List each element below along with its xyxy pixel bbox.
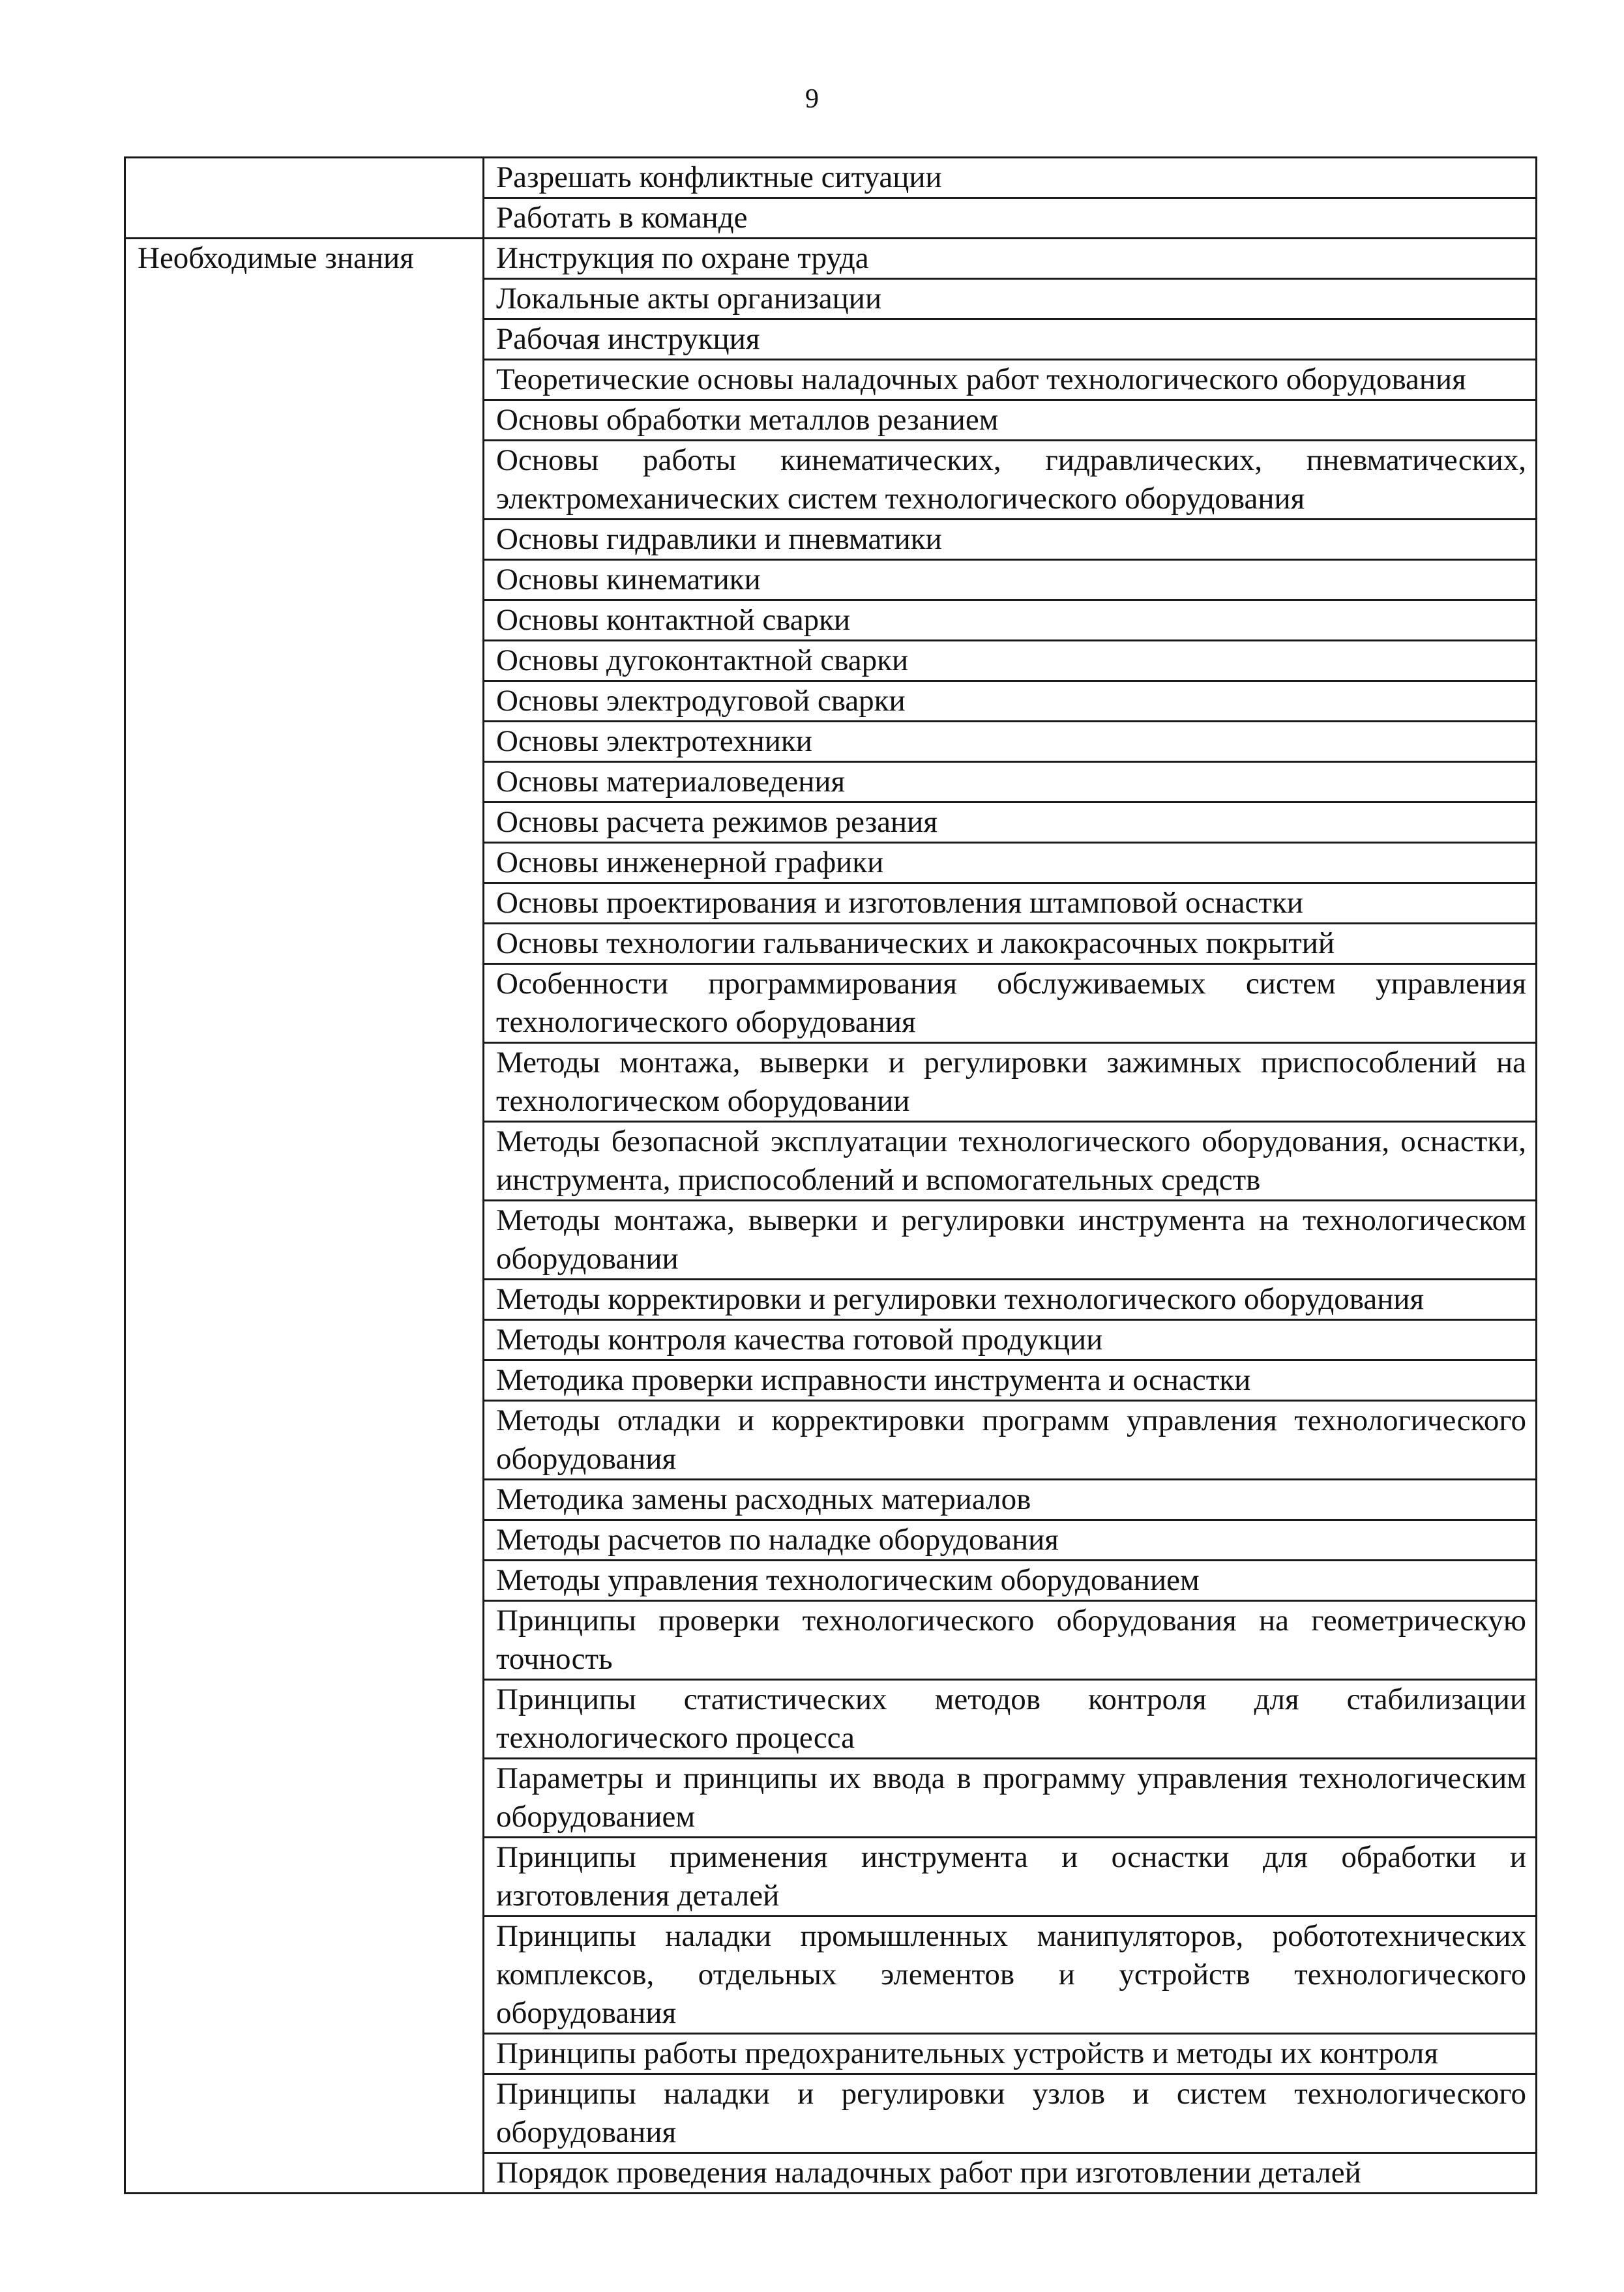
table-cell-text: Основы расчета режимов резания xyxy=(484,802,1537,843)
table-cell-text: Особенности программирования обслуживаемых систем управления технологического оборудования xyxy=(484,964,1537,1043)
table-cell-text: Основы инженерной графики xyxy=(484,843,1537,883)
table-cell-text: Методы контроля качества готовой продукции xyxy=(484,1320,1537,1360)
knowledge-table-body xyxy=(125,158,1537,2194)
table-cell-text: Инструкция по охране труда xyxy=(484,239,1537,279)
table-cell-text: Методы отладки и корректировки программ управления технологического оборудования xyxy=(484,1401,1537,1480)
table-cell-text: Рабочая инструкция xyxy=(484,319,1537,360)
table-cell-text: Методы корректировки и регулировки технологического оборудования xyxy=(484,1280,1537,1320)
table-cell-text: Основы электродуговой сварки xyxy=(484,681,1537,722)
table-cell-text: Методы управления технологическим оборудованием xyxy=(484,1561,1537,1601)
table-cell-text: Основы материаловедения xyxy=(484,762,1537,802)
table-cell-text: Основы технологии гальванических и лакокрасочных покрытий xyxy=(484,924,1537,964)
page-number: 9 xyxy=(805,84,819,114)
table-row xyxy=(125,239,1537,279)
knowledge-label-cell: Необходимые знания xyxy=(125,239,484,2194)
table-row xyxy=(125,158,1537,198)
table-cell-text: Работать в команде xyxy=(484,198,1537,239)
table-cell-text: Теоретические основы наладочных работ технологического оборудования xyxy=(484,360,1537,400)
table-cell-text: Разрешать конфликтные ситуации xyxy=(484,158,1537,198)
table-cell-text: Основы проектирования и изготовления штамповой оснастки xyxy=(484,883,1537,924)
table-cell-text: Принципы наладки промышленных манипуляторов, робототехнических комплексов, отдельных элементов и устройств технологического оборудования xyxy=(484,1917,1537,2034)
table-cell-text: Основы электротехники xyxy=(484,722,1537,762)
table-cell-text: Локальные акты организации xyxy=(484,279,1537,319)
table-cell-text: Основы контактной сварки xyxy=(484,600,1537,641)
table-cell-text: Принципы применения инструмента и оснастки для обработки и изготовления деталей xyxy=(484,1838,1537,1917)
table-cell-text: Основы обработки металлов резанием xyxy=(484,400,1537,441)
table-cell-text: Методика проверки исправности инструмента и оснастки xyxy=(484,1360,1537,1401)
empty-label-cell xyxy=(125,158,484,239)
table-cell-text: Порядок проведения наладочных работ при изготовлении деталей xyxy=(484,2153,1537,2194)
table-cell-text: Основы работы кинематических, гидравлических, пневматических, электромеханических систем технологического оборудования xyxy=(484,441,1537,520)
table-cell-text: Принципы наладки и регулировки узлов и систем технологического оборудования xyxy=(484,2074,1537,2153)
table-cell-text: Методика замены расходных материалов xyxy=(484,1480,1537,1520)
table-cell-text: Основы кинематики xyxy=(484,560,1537,600)
table-cell-text: Принципы работы предохранительных устройств и методы их контроля xyxy=(484,2034,1537,2074)
table-cell-text: Основы гидравлики и пневматики xyxy=(484,520,1537,560)
table-cell-text: Методы расчетов по наладке оборудования xyxy=(484,1520,1537,1561)
table-cell-text: Методы монтажа, выверки и регулировки инструмента на технологическом оборудовании xyxy=(484,1201,1537,1280)
table-cell-text: Методы безопасной эксплуатации технологического оборудования, оснастки, инструмента, приспособлений и вспомогательных средств xyxy=(484,1122,1537,1201)
table-cell-text: Методы монтажа, выверки и регулировки зажимных приспособлений на технологическом оборудовании xyxy=(484,1043,1537,1122)
knowledge-table xyxy=(124,156,1537,2194)
table-cell-text: Принципы статистических методов контроля для стабилизации технологического процесса xyxy=(484,1680,1537,1759)
table-cell-text: Основы дугоконтактной сварки xyxy=(484,641,1537,681)
table-cell-text: Принципы проверки технологического оборудования на геометрическую точность xyxy=(484,1601,1537,1680)
table-cell-text: Параметры и принципы их ввода в программу управления технологическим оборудованием xyxy=(484,1759,1537,1838)
